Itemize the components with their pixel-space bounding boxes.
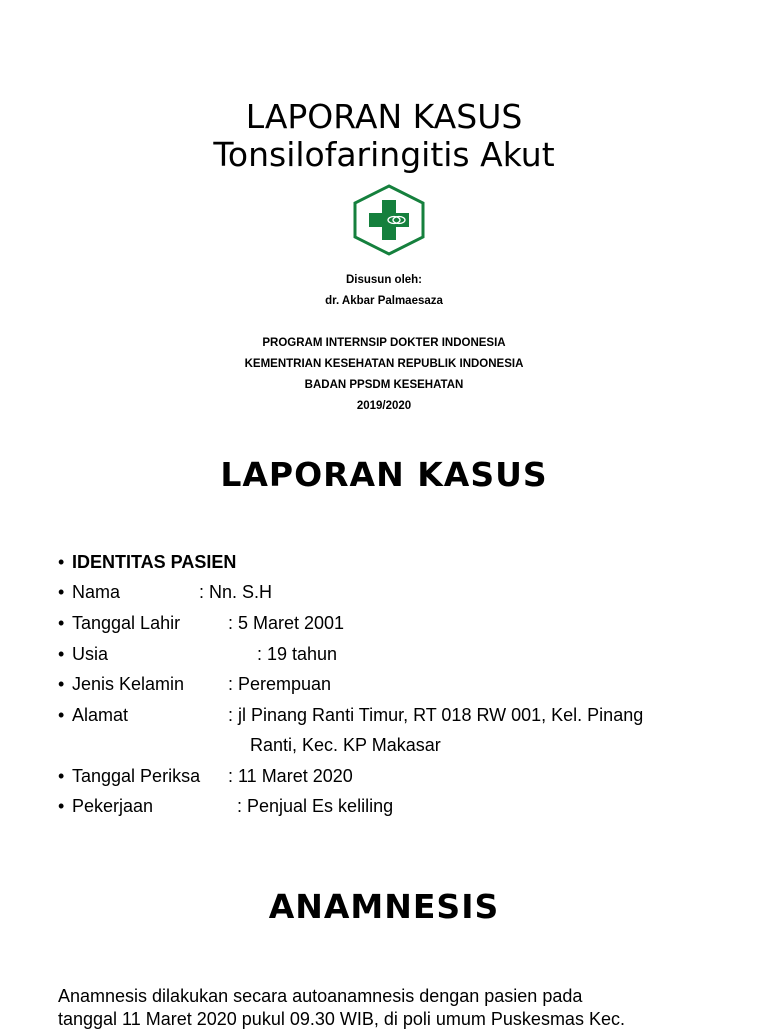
field-label-alamat: Alamat (72, 705, 129, 725)
list-item (58, 794, 758, 818)
field-value-jenis-kelamin: : Perempuan (228, 674, 332, 694)
identity-heading: IDENTITAS PASIEN (72, 552, 237, 572)
field-label-usia: Usia (72, 644, 109, 664)
section-heading-laporan-kasus: LAPORAN KASUS (220, 455, 548, 494)
field-value-pekerjaan: : Penjual Es keliling (237, 796, 394, 816)
field-value-alamat: : jl Pinang Ranti Timur, RT 018 RW 001, Kel. Pinang (228, 705, 644, 725)
bullet-icon: • (58, 705, 65, 725)
agency-line: BADAN PPSDM KESEHATAN (304, 379, 464, 391)
anamnesis-paragraph-line-1: Anamnesis dilakukan secara autoanamnesis dengan pasien pada (58, 986, 583, 1006)
list-item (58, 550, 758, 574)
author-label: Disusun oleh: (345, 274, 423, 286)
field-label-jenis-kelamin: Jenis Kelamin (72, 674, 185, 694)
field-label-pekerjaan: Pekerjaan (72, 796, 154, 816)
field-value-tanggal-lahir: : 5 Maret 2001 (228, 613, 345, 633)
field-value-tanggal-periksa: : 11 Maret 2020 (228, 766, 353, 786)
bullet-icon: • (58, 796, 65, 816)
list-item (58, 764, 758, 788)
program-line: PROGRAM INTERNSIP DOKTER INDONESIA (262, 337, 506, 349)
bullet-icon: • (58, 613, 65, 633)
ministry-line: KEMENTRIAN KESEHATAN REPUBLIK INDONESIA (244, 358, 524, 370)
section-heading-anamnesis: ANAMNESIS (268, 887, 500, 926)
field-label-nama: Nama (72, 582, 121, 602)
bullet-icon: • (58, 644, 65, 664)
list-item (58, 703, 758, 757)
field-value-usia: : 19 tahun (257, 644, 338, 664)
field-label-tanggal-periksa: Tanggal Periksa (72, 766, 201, 786)
bullet-icon: • (58, 552, 65, 572)
list-item (58, 611, 758, 635)
list-item (58, 580, 758, 604)
field-label-tanggal-lahir: Tanggal Lahir (72, 613, 181, 633)
document-title: LAPORAN KASUS (245, 97, 523, 136)
field-value-alamat-cont: Ranti, Kec. KP Makasar (250, 735, 441, 755)
list-item (58, 642, 758, 666)
list-item (58, 672, 758, 696)
bullet-icon: • (58, 766, 65, 786)
bullet-icon: • (58, 582, 65, 602)
kemenkes-logo-icon (351, 184, 427, 256)
year-line: 2019/2020 (356, 400, 412, 412)
document-subtitle: Tonsilofaringitis Akut (213, 135, 555, 174)
field-value-nama: : Nn. S.H (199, 582, 273, 602)
author-name: dr. Akbar Palmaesaza (325, 295, 443, 307)
anamnesis-paragraph-line-2: tanggal 11 Maret 2020 pukul 09.30 WIB, di poli umum Puskesmas Kec. (58, 1009, 625, 1029)
bullet-icon: • (58, 674, 65, 694)
